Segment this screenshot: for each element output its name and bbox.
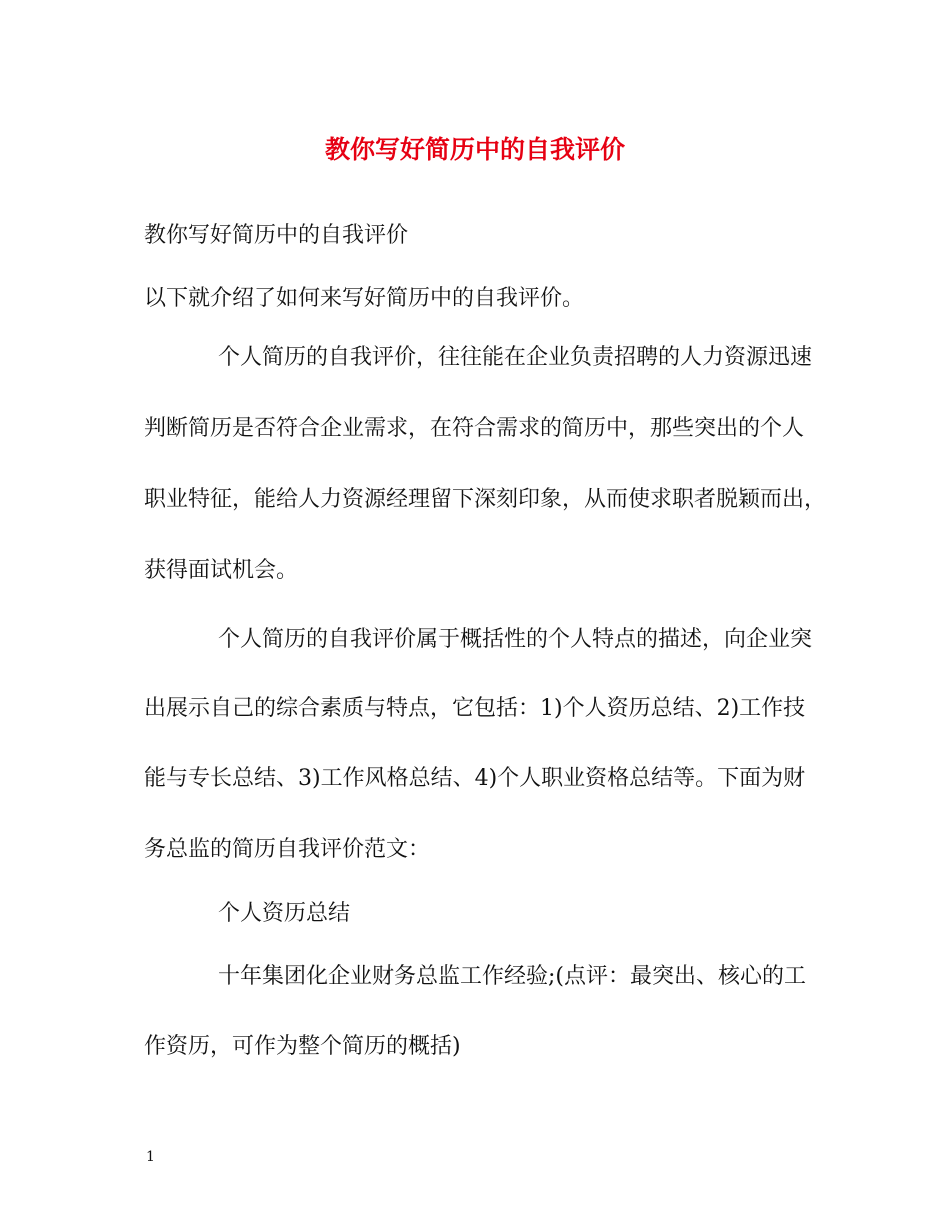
document-title: 教你写好简历中的自我评价 (324, 135, 625, 164)
paragraph-line: 务总监的简历自我评价范文： (144, 837, 431, 862)
paragraph-line: 判断简历是否符合企业需求，在符合需求的简历中，那些突出的个人 (144, 416, 805, 441)
paragraph-line: 十年集团化企业财务总监工作经验;(点评：最突出、核心的工 (218, 964, 806, 989)
section-heading: 个人资历总结 (218, 901, 351, 926)
paragraph-line: 能与专长总结、3)工作风格总结、4)个人职业资格总结等。下面为财 (144, 766, 806, 791)
paragraph-line: 出展示自己的综合素质与特点，它包括：1)个人资历总结、2)工作技 (144, 696, 806, 721)
page-number: 1 (146, 1149, 155, 1165)
intro-line: 以下就介绍了如何来写好简历中的自我评价。 (144, 286, 585, 311)
paragraph-line: 获得面试机会。 (144, 558, 299, 583)
paragraph-line: 个人简历的自我评价属于概括性的个人特点的描述，向企业突 (218, 627, 813, 652)
subtitle-line: 教你写好简历中的自我评价 (144, 223, 409, 248)
paragraph-line: 个人简历的自我评价，往往能在企业负责招聘的人力资源迅速 (218, 345, 813, 370)
paragraph-line: 职业特征，能给人力资源经理留下深刻印象，从而使求职者脱颖而出， (144, 487, 827, 512)
paragraph-line: 作资历，可作为整个简历的概括) (144, 1034, 461, 1059)
